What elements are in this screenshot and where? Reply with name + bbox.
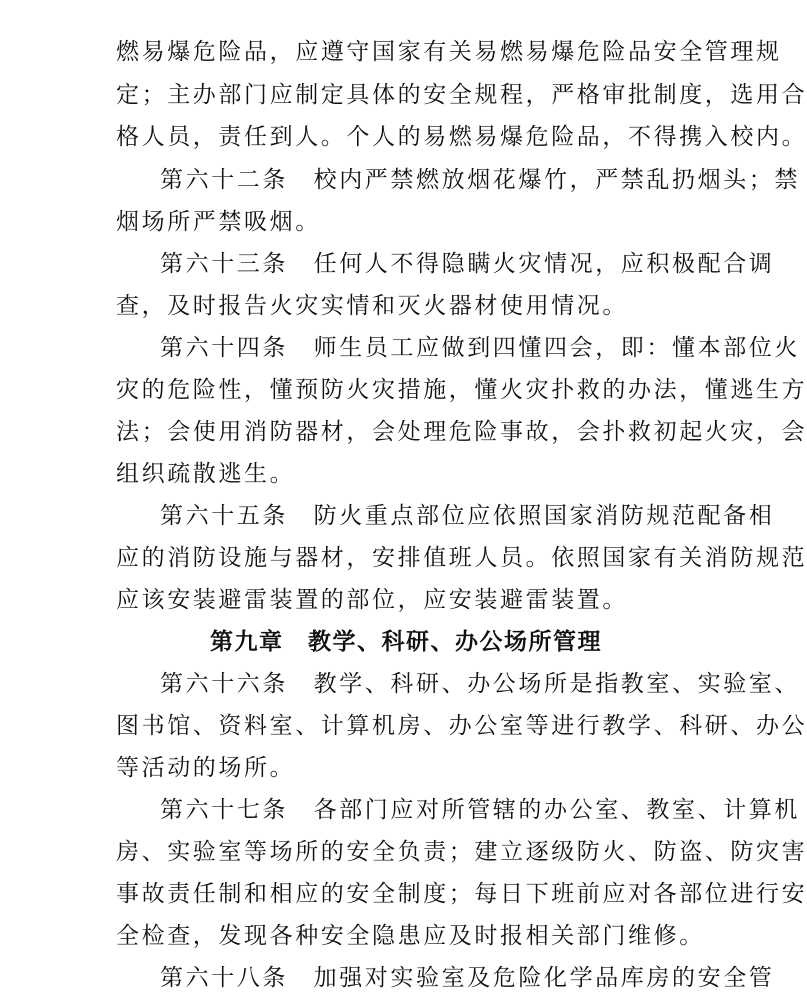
article-63-first-line: 第六十三条 任何人不得隐瞒火灾情况，应积极配合调	[160, 251, 775, 277]
text-line: 应该安装避雷装置的部位，应安装避雷装置。	[116, 587, 628, 613]
text-line: 房、实验室等场所的安全负责；建立逐级防火、防盗、防灾害	[116, 839, 807, 865]
text-line: 组织疏散逃生。	[116, 461, 296, 487]
text-line: 格人员，责任到人。个人的易燃易爆危险品，不得携入校内。	[116, 124, 807, 150]
article-66-first-line: 第六十六条 教学、科研、办公场所是指教室、实验室、	[160, 671, 800, 697]
chapter-9-heading: 第九章 教学、科研、办公场所管理	[210, 629, 602, 655]
article-62-first-line: 第六十二条 校内严禁燃放烟花爆竹，严禁乱扔烟头；禁	[160, 167, 800, 193]
text-line: 定；主办部门应制定具体的安全规程，严格审批制度，选用合	[116, 82, 807, 108]
text-line: 燃易爆危险品，应遵守国家有关易燃易爆危险品安全管理规	[116, 39, 782, 65]
text-line: 查，及时报告火灾实情和灭火器材使用情况。	[116, 293, 628, 319]
article-64-first-line: 第六十四条 师生员工应做到四懂四会，即：懂本部位火	[160, 335, 800, 361]
article-67-first-line: 第六十七条 各部门应对所管辖的办公室、教室、计算机	[160, 797, 800, 823]
text-line: 等活动的场所。	[116, 755, 296, 781]
text-line: 事故责任制和相应的安全制度；每日下班前应对各部位进行安	[116, 881, 807, 907]
text-line: 图书馆、资料室、计算机房、办公室等进行教学、科研、办公	[116, 713, 807, 739]
text-line: 灾的危险性，懂预防火灾措施，懂火灾扑救的办法，懂逃生方	[116, 377, 807, 403]
text-line: 法；会使用消防器材，会处理危险事故，会扑救初起火灾，会	[116, 419, 807, 445]
text-line: 应的消防设施与器材，安排值班人员。依照国家有关消防规范	[116, 545, 807, 571]
article-65-first-line: 第六十五条 防火重点部位应依照国家消防规范配备相	[160, 503, 775, 529]
text-line: 全检查，发现各种安全隐患应及时报相关部门维修。	[116, 923, 705, 949]
text-line: 烟场所严禁吸烟。	[116, 209, 321, 235]
article-68-first-line: 第六十八条 加强对实验室及危险化学品库房的安全管	[160, 965, 775, 991]
